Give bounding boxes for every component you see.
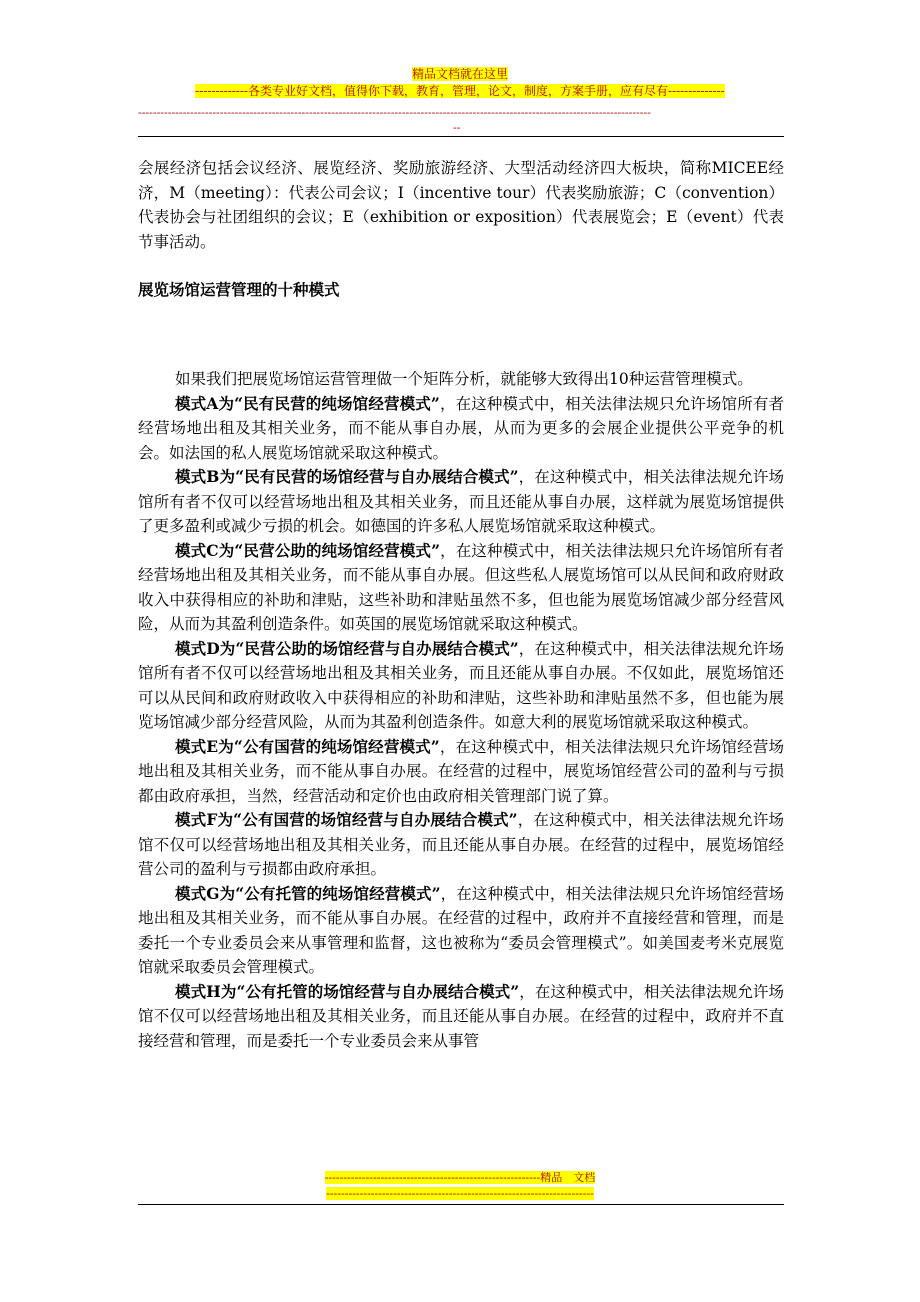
- footer-line2: ------------------------------------------------------------------------: [326, 1187, 594, 1200]
- mode-d-label: 模式D为“民营公助的场馆经营与自办展结合模式”: [175, 638, 519, 658]
- mode-h-label: 模式H为“公有托管的场馆经营与自办展结合模式”: [175, 981, 520, 1001]
- section-title: 展览场馆运营管理的十种模式: [138, 280, 340, 299]
- mode-e-text: ，在这种模式中，相关法律法规只允许场馆经营场地出租及其相关业务，而不能从事自办展。在经营的过程中，展览场馆经营公司的盈利与亏损都由政府承担，当然，经营活动和定价也由政府相关管理部门说了算。: [138, 737, 784, 805]
- mode-g-label: 模式G为“公有托管的纯场馆经营模式”: [175, 883, 441, 903]
- mode-h-paragraph: [138, 980, 784, 1054]
- header-tagline: -------------各类专业好文档，值得你下载，教育，管理，论文，制度，方案手册，应有尽有--------------: [195, 84, 725, 98]
- mode-d-text: ，在这种模式中，相关法律法规允许场馆所有者不仅可以经营场地出租及其相关业务，而且还能从事自办展。不仅如此，展览场馆还可以从民间和政府财政收入中获得相应的补助和津贴，这些补助和津贴虽然不多，但也能为展览场馆减少部分经营风险，从而为其盈利创造条件。如意大利的展览场馆就采取这种模式。: [138, 639, 784, 731]
- mode-f-label: 模式F为“公有国营的场馆经营与自办展结合模式”: [175, 810, 518, 829]
- mode-b-label: 模式B为“民有民营的场馆经营与自办展结合模式”: [175, 467, 519, 486]
- mode-f-text: ，在这种模式中，相关法律法规允许场馆不仅可以经营场地出租及其相关业务，而且还能从事自办展。在经营的过程中，展览场馆经营公司的盈利与亏损都由政府承担。: [138, 811, 784, 878]
- mode-e-label: 模式E为“公有国营的纯场馆经营模式”: [175, 736, 440, 756]
- mode-a-paragraph: [138, 392, 784, 466]
- mode-a-label: 模式A为“民有民营的纯场馆经营模式”: [175, 393, 440, 413]
- footer-line1: ----------------------------------------------------------精品 文档: [324, 1171, 596, 1184]
- mode-a-text: ，在这种模式中，相关法律法规只允许场馆所有者经营场地出租及其相关业务，而不能从事自办展，从而为更多的会展企业提供公平竞争的机会。如法国的私人展览场馆就采取这种模式。: [138, 394, 784, 462]
- header-dashes: ------------------------------------------------------------------------------------------------------------------------------------------: [138, 106, 651, 119]
- mode-f-paragraph: [138, 808, 784, 882]
- mode-b-text: ，在这种模式中，相关法律法规允许场馆所有者不仅可以经营场地出租及其相关业务，而且还能从事自办展，这样就为展览场馆提供了更多盈利或减少亏损的机会。如德国的许多私人展览场馆就采取这种模式。: [138, 468, 784, 535]
- footer-rule: [138, 1204, 784, 1205]
- mode-g-text: ，在这种模式中，相关法律法规只允许场馆经营场地出租及其相关业务，而不能从事自办展。在经营的过程中，政府并不直接经营和管理，而是委托一个专业委员会来从事管理和监督，这也被称为“委员会管理模式”。如美国麦考米克展览馆就采取委员会管理模式。: [138, 884, 784, 976]
- mode-d-paragraph: [138, 637, 784, 735]
- header-rule: [138, 136, 784, 137]
- header-title: 精品文档就在这里: [411, 67, 508, 81]
- lead-paragraph: 如果我们把展览场馆运营管理做一个矩阵分析，就能够大致得出10种运营管理模式。: [175, 370, 753, 388]
- header-dashes-tail: --: [453, 121, 461, 134]
- mode-c-text: ，在这种模式中，相关法律法规只允许场馆所有者经营场地出租及其相关业务，而不能从事自办展。但这些私人展览场馆可以从民间和政府财政收入中获得相应的补助和津贴，这些补助和津贴虽然不多，但也能为展览场馆减少部分经营风险，从而为其盈利创造条件。如英国的展览场馆就采取这种模式。: [138, 541, 784, 633]
- mode-b-paragraph: [138, 465, 784, 539]
- mode-c-label: 模式C为“民营公助的纯场馆经营模式”: [175, 540, 440, 560]
- mode-h-text: ，在这种模式中，相关法律法规允许场馆不仅可以经营场地出租及其相关业务，而且还能从事自办展。在经营的过程中，政府并不直接经营和管理，而是委托一个专业委员会来从事管: [138, 982, 784, 1050]
- document-body: [138, 156, 784, 1053]
- mode-c-paragraph: [138, 539, 784, 637]
- intro-paragraph: 会展经济包括会议经济、展览经济、奖励旅游经济、大型活动经济四大板块，简称MICEE经济，M（meeting）：代表公司会议；I（incentive tour）代表奖励旅游；C（convention）代表协会与社团组织的会议；E（exhibition or exposition）代表展览会；E（event）代表节事活动。: [138, 159, 784, 251]
- mode-g-paragraph: [138, 882, 784, 980]
- mode-e-paragraph: [138, 735, 784, 809]
